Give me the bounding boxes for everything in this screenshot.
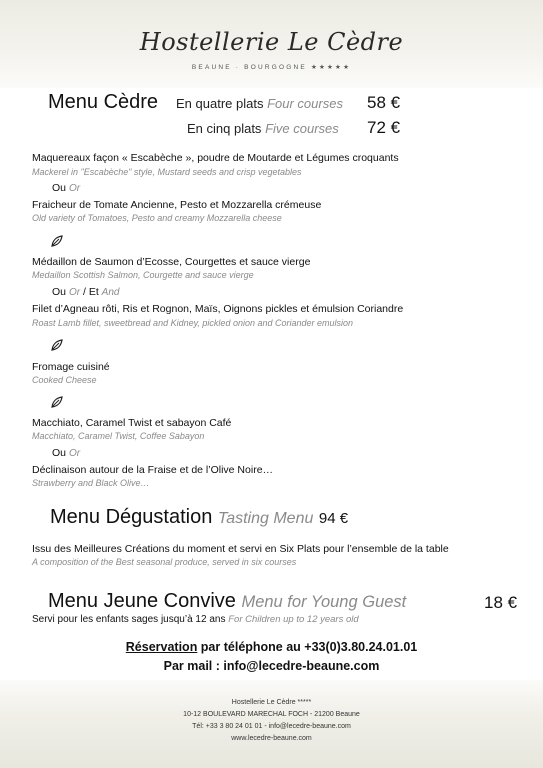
option1-price: 58 €	[367, 93, 401, 112]
or-and-label: Ou Or / Et And	[52, 286, 120, 298]
degustation-desc-en: A composition of the Best seasonal produce, served in six courses	[32, 557, 297, 567]
dish-2-fr: Fraicheur de Tomate Ancienne, Pesto et Mozzarella crémeuse	[32, 199, 322, 211]
dish-7-en: Strawberry and Black Olive…	[32, 478, 150, 488]
dish-4-fr: Filet d’Agneau rôti, Ris et Rognon, Maïs, Oignons pickles et émulsion Coriandre	[32, 303, 404, 315]
footer-web: www.lecedre-beaune.com	[231, 735, 312, 742]
menu-jeune-price: 18 €	[484, 593, 518, 612]
menu-degustation-heading	[50, 506, 348, 529]
or-label-1: Ou Or	[52, 182, 81, 194]
menu-cedre-option1	[176, 96, 343, 111]
footer-address: 10-12 BOULEVARD MARECHAL FOCH - 21200 Beaune	[183, 711, 360, 718]
dish-2-en: Old variety of Tomatoes, Pesto and creamy Mozzarella cheese	[32, 213, 282, 223]
leaf-icon	[50, 395, 64, 409]
reservation-phone: Réservation par téléphone au +33(0)3.80.24.01.01	[125, 640, 418, 654]
option2-fr: En cinq plats	[187, 121, 262, 136]
menu-degustation-title: Menu Dégustation	[50, 506, 213, 528]
or-label-2: Ou Or	[52, 447, 81, 459]
degustation-desc-fr: Issu des Meilleures Créations du moment et servi en Six Plats pour l’ensemble de la table	[32, 543, 449, 555]
dish-5-en: Cooked Cheese	[32, 375, 97, 385]
menu-jeune-heading	[48, 590, 406, 613]
logo-tagline: BEAUNE · BOURGOGNE ★★★★★	[191, 64, 352, 71]
footer-band	[0, 680, 543, 768]
option2-price: 72 €	[367, 118, 401, 137]
dish-4-en: Roast Lamb fillet, sweetbread and Kidney, pickled onion and Coriander emulsion	[32, 318, 354, 328]
footer-contact: Tél: +33 3 80 24 01 01 - info@lecedre-beaune.com	[192, 723, 351, 730]
option1-en: Four courses	[267, 96, 343, 111]
reservation-label: Réservation	[125, 640, 198, 654]
leaf-icon	[50, 338, 64, 352]
menu-jeune-desc	[32, 614, 359, 625]
dish-6-en: Macchiato, Caramel Twist, Coffee Sabayon	[32, 431, 205, 441]
dish-6-fr: Macchiato, Caramel Twist et sabayon Café	[32, 417, 232, 429]
option1-fr: En quatre plats	[176, 96, 264, 111]
dish-1-en: Mackerel in "Escabèche" style, Mustard seeds and crisp vegetables	[32, 167, 302, 177]
menu-cedre-title: Menu Cèdre	[48, 91, 159, 113]
footer-name: Hostellerie Le Cèdre *****	[231, 699, 312, 706]
menu-degustation-price: 94 €	[318, 510, 349, 527]
reservation-mail: Par mail : info@lecedre-beaune.com	[163, 659, 380, 673]
leaf-icon	[50, 234, 64, 248]
jeune-desc-en: For Children up to 12 years old	[228, 614, 359, 625]
dish-5-fr: Fromage cuisiné	[32, 361, 110, 373]
menu-degustation-title-en: Tasting Menu	[217, 510, 314, 527]
dish-3-fr: Médaillon de Saumon d’Ecosse, Courgettes et sauce vierge	[32, 256, 311, 268]
header-band	[0, 0, 543, 88]
menu-jeune-title: Menu Jeune Convive	[48, 590, 236, 612]
option2-en: Five courses	[265, 121, 339, 136]
jeune-desc-fr: Servi pour les enfants sages jusqu’à 12 ans	[32, 614, 226, 625]
menu-cedre-option2	[187, 121, 339, 136]
dish-7-fr: Déclinaison autour de la Fraise et de l’Olive Noire…	[32, 464, 274, 476]
dish-3-en: Medaillon Scottish Salmon, Courgette and sauce vierge	[32, 270, 254, 280]
menu-jeune-title-en: Menu for Young Guest	[241, 593, 407, 611]
logo: Hostellerie Le Cèdre	[139, 28, 404, 56]
dish-1-fr: Maquereaux façon « Escabèche », poudre de Moutarde et Légumes croquants	[32, 152, 399, 164]
